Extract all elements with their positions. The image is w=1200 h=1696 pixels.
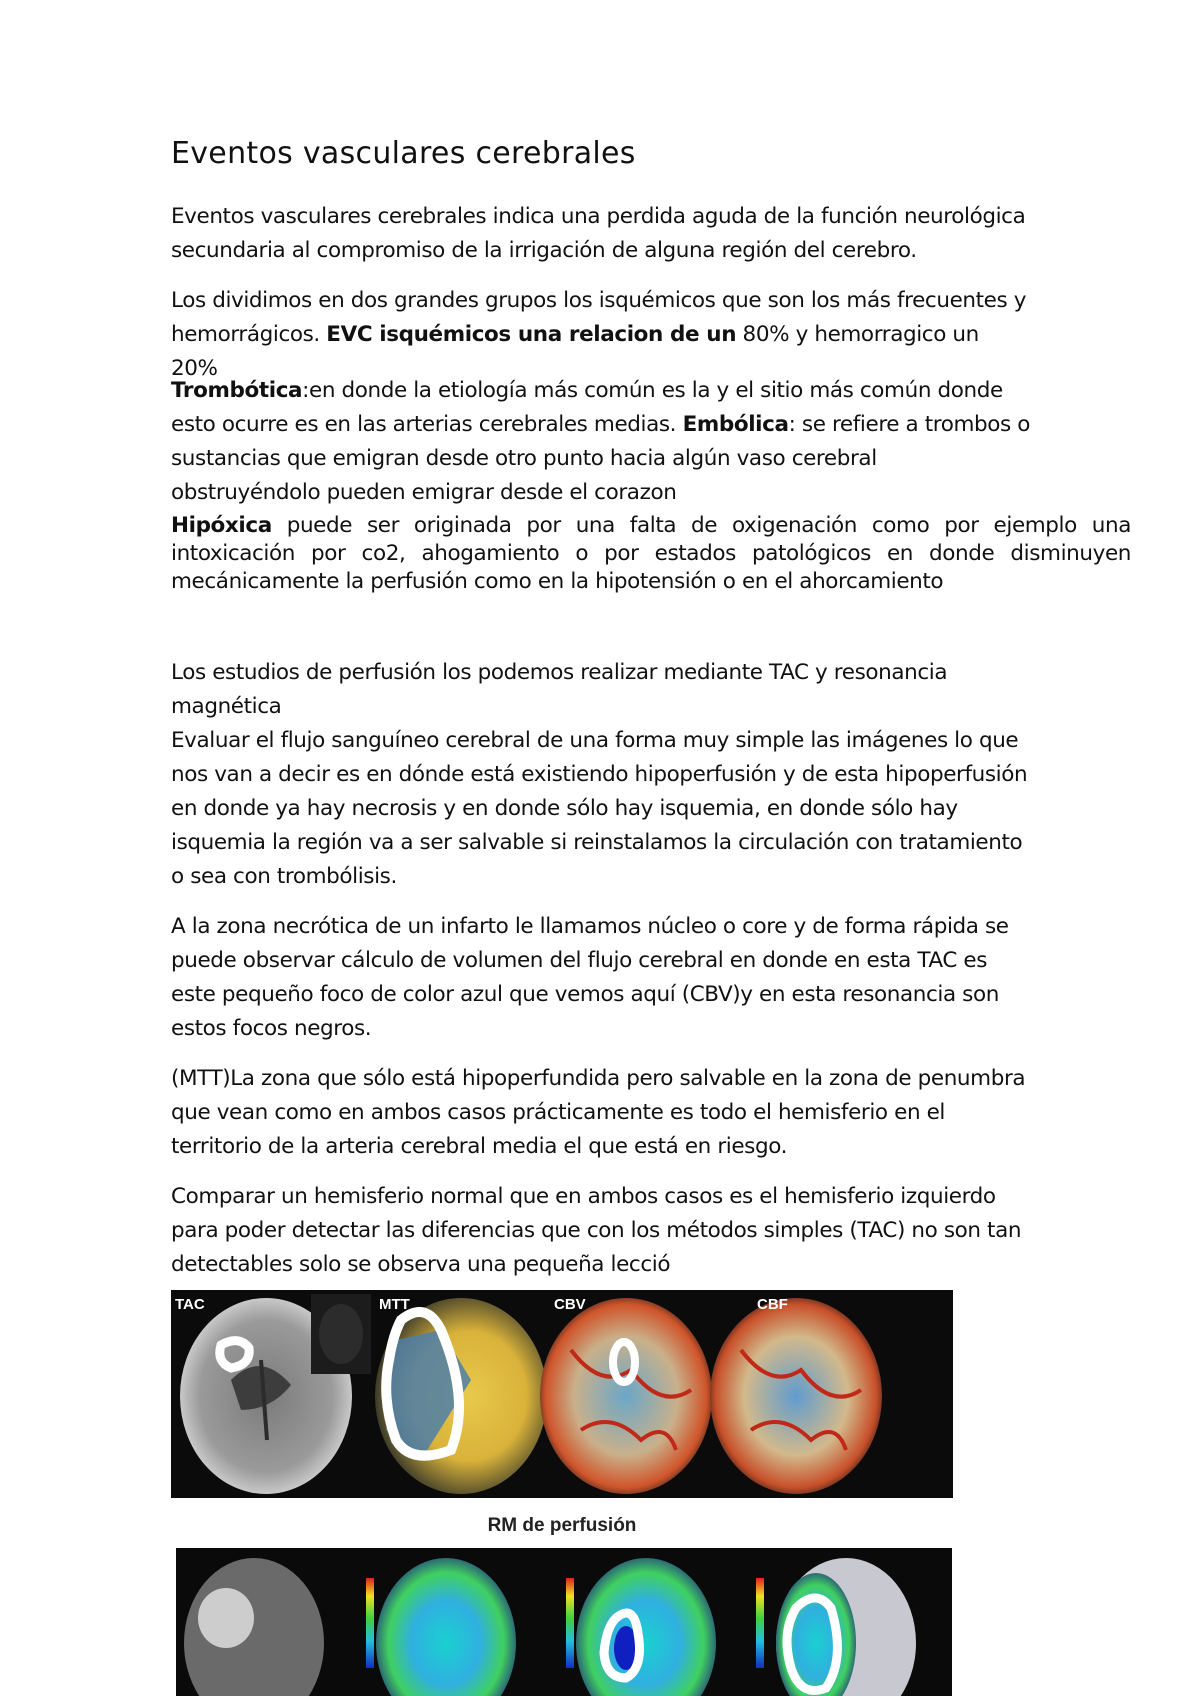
thrombotic-text: :en donde la etiología más común es la y el sitio más común donde esto ocurre es en las arterias cerebrales medias. <box>171 378 1003 437</box>
embolic-text: : se refiere a trombos o sustancias que emigran desde otro punto hacia algún vaso cerebral obstruyéndolo pueden emigrar desde el corazon <box>171 412 1031 505</box>
groups-bold: EVC isquémicos una relacion de un <box>326 322 737 347</box>
embolic-label: Embólica <box>682 412 789 437</box>
ct-label-cbf: CBF <box>757 1296 788 1313</box>
evaluate-text: Evaluar el flujo sanguíneo cerebral de una forma muy simple las imágenes lo que nos van a decir es en dónde está existiendo hipoperfusión y de esta hipoperfusión en donde ya hay necrosis y en donde sólo hay isquemia, en donde sólo hay isquemia la región va a ser salvable si reinstalamos la circulación con tratamiento o sea con trombólisis. <box>171 728 1028 889</box>
paragraph-evaluate <box>171 724 1031 894</box>
mr-perfusion-image <box>176 1548 952 1696</box>
mtt-text: (MTT)La zona que sólo está hipoperfundida pero salvable en la zona de penumbra que vean como en ambos casos prácticamente es todo el hemisferio en el territorio de la arteria cerebral media el que está en riesgo. <box>171 1066 1026 1159</box>
ct-brain-cbf <box>710 1298 882 1494</box>
mr-figure-caption: RM de perfusión <box>487 1515 637 1536</box>
hypoxic-label: Hipóxica <box>171 513 272 538</box>
core-text: A la zona necrótica de un infarto le llamamos núcleo o core y de forma rápida se puede observar cálculo de volumen del flujo cerebral en donde en esta TAC es este pequeño foco de color azul que vemos aquí (CBV)y en esta resonancia son estos focos negros. <box>171 914 1009 1041</box>
intro-text: Eventos vasculares cerebrales indica una perdida aguda de la función neurológica secundaria al compromiso de la irrigación de alguna región del cerebro. <box>171 204 1026 263</box>
ct-label-cbv: CBV <box>554 1296 586 1313</box>
compare-text: Comparar un hemisferio normal que en ambos casos es el hemisferio izquierdo para poder detectar las diferencias que con los métodos simples (TAC) no son tan detectables solo se observa una pequeña lecció <box>171 1184 1022 1277</box>
groups-tail: 80% y hemorragico un 20% <box>171 322 979 381</box>
hypoxic-text: puede ser originada por una falta de oxigenación como por ejemplo una intoxicación por co2, ahogamiento o por estados patológicos en donde disminuyen mecánicamente la perfusión como en la hipotensión o en el ahorcamiento <box>171 513 1131 594</box>
groups-text: Los dividimos en dos grandes grupos los isquémicos que son los más frecuentes y hemorrágicos. <box>171 288 1027 347</box>
paragraph-mtt <box>171 1062 1031 1164</box>
ct-perfusion-image <box>171 1290 953 1498</box>
mr-perfusion-figure <box>176 1548 952 1696</box>
paragraph-core <box>171 910 1031 1046</box>
ct-brain-cbv <box>540 1298 712 1494</box>
thrombotic-label: Trombótica <box>171 378 303 403</box>
paragraph-compare <box>171 1180 1031 1282</box>
ct-perfusion-figure <box>171 1290 953 1498</box>
perfusion-studies-text: Los estudios de perfusión los podemos realizar mediante TAC y resonancia magnética <box>171 660 948 719</box>
paragraph-thrombotic <box>171 374 1031 510</box>
paragraph-intro <box>171 200 1031 268</box>
ct-label-mtt: MTT <box>379 1296 410 1313</box>
page-title: Eventos vasculares cerebrales <box>171 136 636 171</box>
paragraph-perfusion-studies <box>171 656 971 724</box>
paragraph-hypoxic <box>171 512 1131 596</box>
ct-label-tac: TAC <box>175 1296 205 1313</box>
paragraph-groups <box>171 284 1031 386</box>
